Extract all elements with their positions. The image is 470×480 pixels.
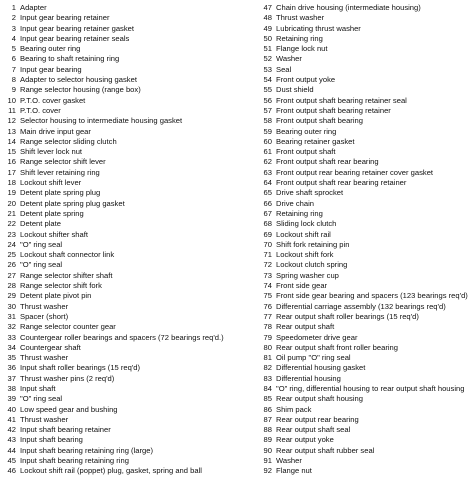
legend-item	[258, 34, 468, 44]
item-description: Adapter to selector housing gasket	[20, 75, 137, 85]
item-number: 58	[263, 116, 272, 126]
legend-item	[4, 271, 234, 281]
item-description: P.T.O. cover	[20, 105, 61, 115]
item-number: 24	[7, 239, 16, 249]
legend-item	[258, 405, 468, 415]
item-number: 63	[263, 167, 272, 177]
item-description: Detent plate spring plug gasket	[20, 198, 125, 208]
legend-item	[4, 240, 234, 250]
item-number: 45	[7, 456, 16, 466]
legend-item	[258, 54, 468, 64]
item-number: 55	[263, 85, 272, 95]
item-number: 72	[263, 260, 272, 270]
legend-item	[4, 291, 234, 301]
legend-item	[258, 374, 468, 384]
legend-item	[258, 85, 468, 95]
legend-item	[4, 353, 234, 363]
item-description: Lockout shift fork	[276, 250, 334, 260]
item-description: Lockout shift lever	[20, 178, 82, 188]
item-number: 25	[7, 250, 16, 260]
item-description: Input shaft	[20, 383, 56, 393]
item-description: Rear output rear bearing	[276, 414, 359, 424]
legend-item	[258, 240, 468, 250]
item-description: Front side gear	[276, 281, 328, 291]
item-number: 71	[263, 250, 272, 260]
item-number: 88	[263, 425, 272, 435]
legend-item	[258, 425, 468, 435]
item-description: Low speed gear and bushing	[20, 404, 118, 414]
legend-item	[258, 65, 468, 75]
item-description: Front output shaft rear bearing retainer	[276, 178, 407, 188]
legend-item	[4, 322, 234, 332]
legend-item	[258, 415, 468, 425]
item-number: 35	[7, 353, 16, 363]
item-description: Input shaft bearing	[20, 435, 83, 445]
item-description: Seal	[276, 64, 292, 74]
item-description: Rear output yoke	[276, 435, 334, 445]
item-number: 75	[263, 291, 272, 301]
legend-item	[4, 446, 234, 456]
item-number: 73	[263, 270, 272, 280]
legend-item	[4, 219, 234, 229]
item-number: 81	[263, 353, 272, 363]
item-description: Drive chain	[276, 198, 314, 208]
legend-item	[4, 466, 234, 476]
legend-item	[4, 394, 234, 404]
item-number: 80	[263, 342, 272, 352]
item-description: Flange nut	[276, 466, 312, 476]
item-number: 15	[7, 147, 16, 157]
item-number: 7	[11, 64, 16, 74]
item-number: 3	[11, 23, 16, 33]
item-number: 48	[263, 13, 272, 23]
item-description: Adapter	[20, 3, 47, 12]
legend-item	[258, 446, 468, 456]
legend-item	[4, 363, 234, 373]
item-description: Shim pack	[276, 404, 312, 414]
legend-item	[258, 230, 468, 240]
legend-item	[258, 106, 468, 116]
item-description: Retaining ring	[276, 208, 323, 218]
item-number: 34	[7, 342, 16, 352]
item-number: 84	[263, 383, 272, 393]
legend-item	[258, 209, 468, 219]
item-description: Front output yoke	[276, 75, 336, 85]
item-number: 2	[11, 13, 16, 23]
item-description: Spacer (short)	[20, 311, 69, 321]
item-number: 61	[263, 147, 272, 157]
legend-item	[258, 199, 468, 209]
legend-item	[258, 384, 468, 394]
item-description: Rear output shaft roller bearings (15 req'd)	[276, 311, 419, 321]
item-description: "O" ring seal	[20, 239, 63, 249]
item-number: 64	[263, 178, 272, 188]
legend-item	[4, 302, 234, 312]
legend-item	[258, 157, 468, 167]
item-description: Lockout clutch spring	[276, 260, 348, 270]
parts-legend-right-column	[258, 3, 468, 477]
legend-item	[4, 157, 234, 167]
legend-item	[4, 425, 234, 435]
item-number: 78	[263, 322, 272, 332]
item-description: Rear output shaft rubber seal	[276, 445, 375, 455]
item-number: 40	[7, 404, 16, 414]
item-number: 70	[263, 239, 272, 249]
item-description: Detent plate spring plug	[20, 188, 101, 198]
legend-item	[4, 137, 234, 147]
item-description: Shift lever retaining ring	[20, 167, 100, 177]
item-description: Flange lock nut	[276, 44, 328, 54]
legend-item	[258, 188, 468, 198]
item-number: 10	[7, 95, 16, 105]
legend-item	[4, 24, 234, 34]
item-description: Selector housing to intermediate housing gasket	[20, 116, 183, 126]
item-description: Lockout shifter shaft	[20, 229, 88, 239]
legend-item	[258, 394, 468, 404]
item-description: Input shaft bearing retaining ring	[20, 456, 129, 466]
item-description: "O" ring seal	[20, 260, 63, 270]
legend-item	[258, 250, 468, 260]
legend-item	[4, 34, 234, 44]
item-description: Oil pump "O" ring seal	[276, 353, 351, 363]
item-number: 28	[7, 281, 16, 291]
item-description: Retaining ring	[276, 33, 323, 43]
item-number: 14	[7, 136, 16, 146]
item-description: Input gear bearing	[20, 64, 82, 74]
item-number: 19	[7, 188, 16, 198]
item-number: 92	[263, 466, 272, 476]
legend-item	[258, 44, 468, 54]
item-number: 27	[7, 270, 16, 280]
legend-item	[4, 13, 234, 23]
item-description: Bearing to shaft retaining ring	[20, 54, 120, 64]
item-number: 36	[7, 363, 16, 373]
item-number: 30	[7, 301, 16, 311]
item-description: Front side gear bearing and spacers (123 bearings req'd)	[276, 291, 468, 301]
item-number: 60	[263, 136, 272, 146]
item-number: 76	[263, 301, 272, 311]
item-number: 46	[7, 466, 16, 476]
legend-item	[4, 260, 234, 270]
item-number: 16	[7, 157, 16, 167]
item-number: 41	[7, 414, 16, 424]
legend-item	[4, 209, 234, 219]
legend-item	[4, 44, 234, 54]
item-number: 57	[263, 105, 272, 115]
item-number: 85	[263, 394, 272, 404]
legend-item	[258, 456, 468, 466]
legend-item	[4, 188, 234, 198]
item-description: Main drive input gear	[20, 126, 91, 136]
item-description: Thrust washer	[20, 353, 69, 363]
item-description: Range selector sliding clutch	[20, 136, 117, 146]
item-description: Rear output shaft	[276, 322, 335, 332]
legend-item	[4, 374, 234, 384]
item-number: 89	[263, 435, 272, 445]
item-description: Input shaft bearing retaining ring (large)	[20, 445, 153, 455]
item-description: Dust shield	[276, 85, 314, 95]
item-number: 39	[7, 394, 16, 404]
item-description: Rear output shaft front roller bearing	[276, 342, 398, 352]
item-number: 42	[7, 425, 16, 435]
item-description: Sliding lock clutch	[276, 219, 337, 229]
item-number: 59	[263, 126, 272, 136]
legend-item	[258, 302, 468, 312]
legend-item	[4, 85, 234, 95]
item-description: Front output shaft	[276, 147, 336, 157]
item-number: 37	[7, 373, 16, 383]
item-number: 6	[11, 54, 16, 64]
legend-item	[258, 127, 468, 137]
item-number: 53	[263, 64, 272, 74]
legend-item	[4, 415, 234, 425]
item-description: Range selector housing (range box)	[20, 85, 141, 95]
item-description: Front output rear bearing retainer cover gasket	[276, 167, 434, 177]
item-description: Drive shaft sprocket	[276, 188, 344, 198]
legend-item	[258, 343, 468, 353]
item-number: 69	[263, 229, 272, 239]
item-description: Range selector shift fork	[20, 281, 102, 291]
item-number: 4	[11, 33, 16, 43]
item-description: Thrust washer pins (2 req'd)	[20, 373, 115, 383]
item-description: Chain drive housing (intermediate housing)	[276, 3, 421, 12]
item-number: 12	[7, 116, 16, 126]
item-number: 29	[7, 291, 16, 301]
legend-item	[258, 24, 468, 34]
item-number: 52	[263, 54, 272, 64]
legend-item	[4, 65, 234, 75]
legend-item	[4, 333, 234, 343]
item-number: 43	[7, 435, 16, 445]
legend-item	[258, 466, 468, 476]
item-number: 65	[263, 188, 272, 198]
item-number: 91	[263, 456, 272, 466]
item-number: 50	[263, 33, 272, 43]
legend-item	[258, 260, 468, 270]
item-number: 68	[263, 219, 272, 229]
item-description: "O" ring, differential housing to rear output shaft housing	[276, 383, 465, 393]
item-description: Washer	[276, 54, 302, 64]
legend-item	[258, 3, 468, 13]
legend-item	[258, 312, 468, 322]
item-number: 79	[263, 332, 272, 342]
item-number: 86	[263, 404, 272, 414]
legend-item	[4, 147, 234, 157]
item-description: Input gear bearing retainer	[20, 13, 110, 23]
legend-item	[258, 291, 468, 301]
legend-item	[4, 96, 234, 106]
item-number: 5	[11, 44, 16, 54]
legend-item	[4, 199, 234, 209]
item-description: Lockout shift rail (poppet) plug, gasket, spring and ball	[20, 466, 202, 476]
legend-item	[258, 363, 468, 373]
item-description: Front output shaft rear bearing	[276, 157, 379, 167]
item-description: Detent plate spring	[20, 208, 84, 218]
item-description: Detent plate pivot pin	[20, 291, 92, 301]
item-description: Differential carriage assembly (132 bearings req'd)	[276, 301, 446, 311]
item-number: 21	[7, 208, 16, 218]
item-description: Countergear roller bearings and spacers (72 bearings req'd.)	[20, 332, 224, 342]
legend-item	[258, 219, 468, 229]
item-number: 74	[263, 281, 272, 291]
item-description: Front output shaft bearing retainer seal	[276, 95, 407, 105]
item-number: 11	[8, 105, 16, 115]
item-number: 82	[263, 363, 272, 373]
legend-item	[258, 96, 468, 106]
legend-item	[4, 405, 234, 415]
legend-item	[4, 281, 234, 291]
item-number: 49	[263, 23, 272, 33]
legend-item	[258, 435, 468, 445]
legend-item	[4, 168, 234, 178]
item-description: Bearing outer ring	[276, 126, 337, 136]
item-description: Differential housing	[276, 373, 341, 383]
item-description: Spring washer cup	[276, 270, 339, 280]
legend-item	[4, 230, 234, 240]
item-description: Shift lever lock nut	[20, 147, 83, 157]
legend-item	[4, 343, 234, 353]
item-number: 54	[263, 75, 272, 85]
item-number: 56	[263, 95, 272, 105]
legend-item	[258, 137, 468, 147]
item-number: 51	[263, 44, 272, 54]
item-description: Washer	[276, 456, 302, 466]
item-description: Input shaft roller bearings (15 req'd)	[20, 363, 141, 373]
legend-item	[4, 384, 234, 394]
item-description: Speedometer drive gear	[276, 332, 358, 342]
legend-item	[4, 116, 234, 126]
legend-item	[258, 178, 468, 188]
item-description: Lockout shaft connector link	[20, 250, 115, 260]
item-number: 44	[7, 445, 16, 455]
item-number: 20	[7, 198, 16, 208]
item-number: 83	[263, 373, 272, 383]
legend-item	[258, 281, 468, 291]
item-description: Input gear bearing retainer seals	[20, 33, 130, 43]
legend-item	[4, 456, 234, 466]
legend-item	[4, 75, 234, 85]
item-number: 67	[263, 208, 272, 218]
item-description: Shift fork retaining pin	[276, 239, 350, 249]
item-description: Bearing retainer gasket	[276, 136, 355, 146]
item-number: 22	[7, 219, 16, 229]
legend-item	[4, 312, 234, 322]
legend-item	[258, 147, 468, 157]
item-number: 26	[7, 260, 16, 270]
item-description: Input gear bearing retainer gasket	[20, 23, 134, 33]
item-description: Detent plate	[20, 219, 61, 229]
legend-item	[4, 435, 234, 445]
item-number: 8	[11, 75, 16, 85]
item-description: Rear output shaft housing	[276, 394, 363, 404]
item-description: Thrust washer	[20, 301, 69, 311]
item-number: 90	[263, 445, 272, 455]
item-number: 18	[7, 178, 16, 188]
item-number: 31	[7, 311, 16, 321]
item-description: Range selector shifter shaft	[20, 270, 113, 280]
item-description: Thrust washer	[20, 414, 69, 424]
parts-legend-left-column	[4, 3, 234, 477]
item-description: Differential housing gasket	[276, 363, 366, 373]
item-number: 47	[263, 3, 272, 12]
item-number: 13	[7, 126, 16, 136]
item-description: "O" ring seal	[20, 394, 63, 404]
item-number: 33	[7, 332, 16, 342]
item-description: Rear output shaft seal	[276, 425, 351, 435]
legend-item	[4, 127, 234, 137]
item-number: 87	[263, 414, 272, 424]
legend-item	[258, 353, 468, 363]
legend-item	[258, 322, 468, 332]
legend-item	[258, 13, 468, 23]
item-description: Lubricating thrust washer	[276, 23, 361, 33]
legend-item	[4, 178, 234, 188]
legend-item	[258, 271, 468, 281]
item-description: Lockout shift rail	[276, 229, 331, 239]
item-description: Countergear shaft	[20, 342, 81, 352]
legend-item	[258, 116, 468, 126]
item-number: 23	[7, 229, 16, 239]
legend-item	[4, 3, 234, 13]
legend-item	[258, 75, 468, 85]
item-number: 32	[7, 322, 16, 332]
item-number: 9	[11, 85, 16, 95]
item-number: 77	[263, 311, 272, 321]
item-number: 1	[11, 3, 16, 12]
item-number: 66	[263, 198, 272, 208]
legend-item	[258, 168, 468, 178]
item-number: 38	[7, 383, 16, 393]
item-description: Thrust washer	[276, 13, 325, 23]
item-description: Input shaft bearing retainer	[20, 425, 111, 435]
legend-item	[4, 54, 234, 64]
item-number: 17	[7, 167, 16, 177]
item-description: Front output shaft bearing retainer	[276, 105, 391, 115]
item-description: P.T.O. cover gasket	[20, 95, 86, 105]
legend-item	[4, 106, 234, 116]
item-description: Range selector shift lever	[20, 157, 106, 167]
legend-item	[4, 250, 234, 260]
legend-item	[258, 333, 468, 343]
item-description: Range selector counter gear	[20, 322, 116, 332]
item-description: Bearing outer ring	[20, 44, 81, 54]
item-description: Front output shaft bearing	[276, 116, 363, 126]
item-number: 62	[263, 157, 272, 167]
